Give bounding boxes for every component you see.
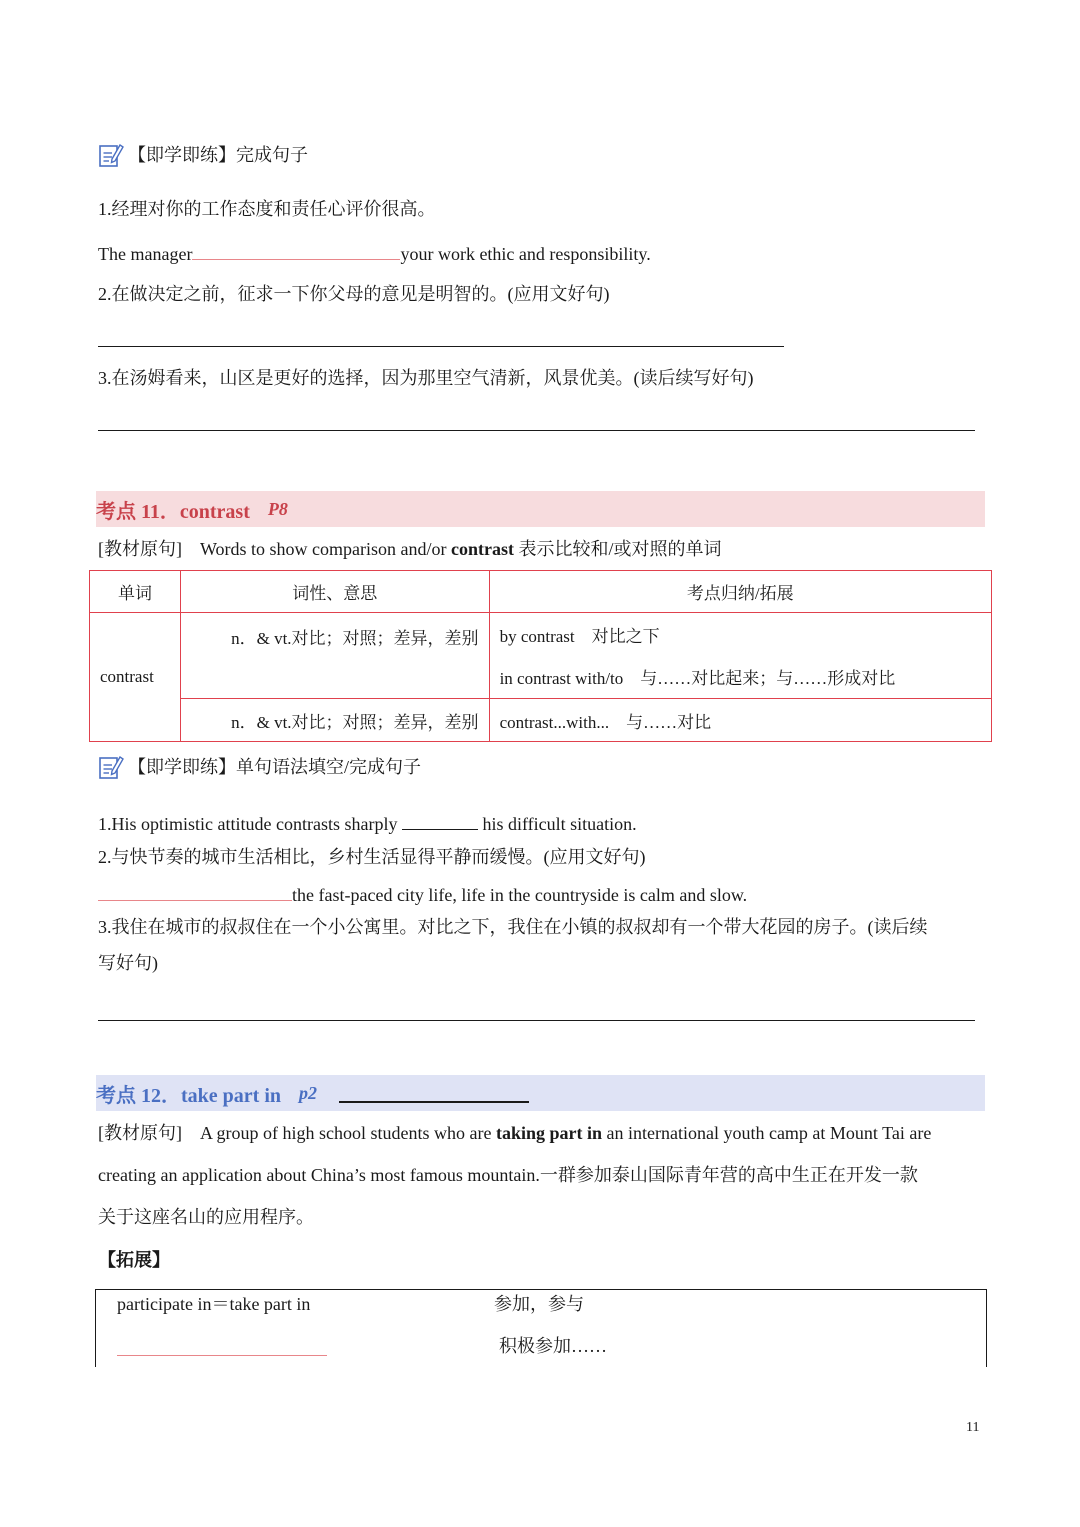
exercise-2-title: 【即学即练】单句语法填空/完成句子 [128,757,421,777]
source12-before: A group of high school students who are [200,1123,492,1143]
ex2-q3-answer-line[interactable] [98,1020,975,1021]
section-12-page-ref: p2 [299,1082,317,1103]
exercise-2-q1 [98,811,637,835]
exercise-2-q2-english [98,882,747,906]
ext-row1-left: participate in＝take part in [117,1294,311,1314]
section-11-title: 考点 11．contrast [96,500,250,523]
exercise-2-header [98,754,421,780]
q1-text-after: your work ethic and responsibility. [400,244,651,264]
section-12-source-line1 [98,1122,931,1144]
source-text-before: Words to show comparison and/or [200,539,447,559]
exercise-1-q2-chinese: 2.在做决定之前，征求一下你父母的意见是明智的。(应用文好句) [98,284,610,304]
ext-row2-right: 积极参加…… [499,1336,607,1356]
section-12-source-line3: 关于这座名山的应用程序。 [98,1207,314,1227]
cell-ext-2: in contrast with/to 与……对比起来；与……形成对比 [489,656,991,699]
section-12-bar [96,1075,985,1111]
table-header-row [90,571,992,613]
cell-ext-3: contrast...with... 与……对比 [489,699,991,742]
source12-bold: taking part in [495,1123,602,1143]
ex2-q2-after: the fast-paced city life, life in the countryside is calm and slow. [292,885,748,905]
ex2-q1-blank[interactable] [402,811,478,830]
contrast-table [89,570,992,742]
exercise-1-q3-chinese: 3.在汤姆看来，山区是更好的选择，因为那里空气清新，风景优美。(读后续写好句) [98,368,754,388]
source12-after: an international youth camp at Mount Tai are [606,1123,932,1143]
exercise-2-q3-line1: 3.我住在城市的叔叔住在一个小公寓里。对比之下，我住在小镇的叔叔却有一个带大花园的房子。(读后续 [98,917,928,937]
exercise-2-q3-line2: 写好句) [98,953,158,973]
header-extension: 考点归纳/拓展 [489,571,991,613]
ex2-q1-before: 1.His optimistic attitude contrasts sharply [98,814,398,834]
exercise-1-header [98,142,308,168]
q2-answer-line[interactable] [98,346,784,347]
source-label: [教材原句] [98,1123,182,1143]
ext-row1-right: 参加，参与 [494,1294,584,1314]
section-11-page-ref: P8 [267,498,288,519]
ex2-q1-after: his difficult situation. [482,814,637,834]
section-12-title-blank [339,1101,529,1103]
exercise-2-q2-chinese: 2.与快节奏的城市生活相比，乡村生活显得平静而缓慢。(应用文好句) [98,847,646,867]
page-number: 11 [966,1420,980,1435]
section-11-bar [96,491,985,527]
cell-pos-1: n．& vt.对比；对照；差异，差别 [180,613,489,699]
ex2-q2-blank[interactable] [98,882,292,901]
source-label: [教材原句] [98,539,182,559]
q1-text-before: The manager [98,244,193,264]
table-row [90,699,992,742]
cell-word: contrast [90,613,181,742]
exercise-1-q1-english [98,241,651,265]
table-row [90,613,992,656]
cell-pos-2: n．& vt.对比；对照；差异，差别 [180,699,489,742]
exercise-1-q1-chinese: 1.经理对你的工作态度和责任心评价很高。 [98,199,436,219]
cell-ext-1: by contrast 对比之下 [489,613,991,656]
note-edit-icon [98,754,124,780]
section-12-source-line2: creating an application about China’s most famous mountain.一群参加泰山国际青年营的高中生正在开发一款 [98,1165,918,1185]
q3-answer-line[interactable] [98,430,975,431]
header-word: 单词 [90,571,181,613]
section-11-source-sentence [98,538,722,560]
source-text-after: 表示比较和/或对照的单词 [518,539,722,559]
exercise-1-title: 【即学即练】完成句子 [128,145,308,165]
note-edit-icon [98,142,124,168]
section-12-title: 考点 12．take part in [96,1084,281,1107]
header-pos-meaning: 词性、意思 [180,571,489,613]
extend-label: 【拓展】 [98,1250,170,1270]
source-text-bold: contrast [451,539,514,559]
q1-answer-blank[interactable] [192,241,400,260]
ext-row2-blank[interactable] [117,1355,327,1356]
